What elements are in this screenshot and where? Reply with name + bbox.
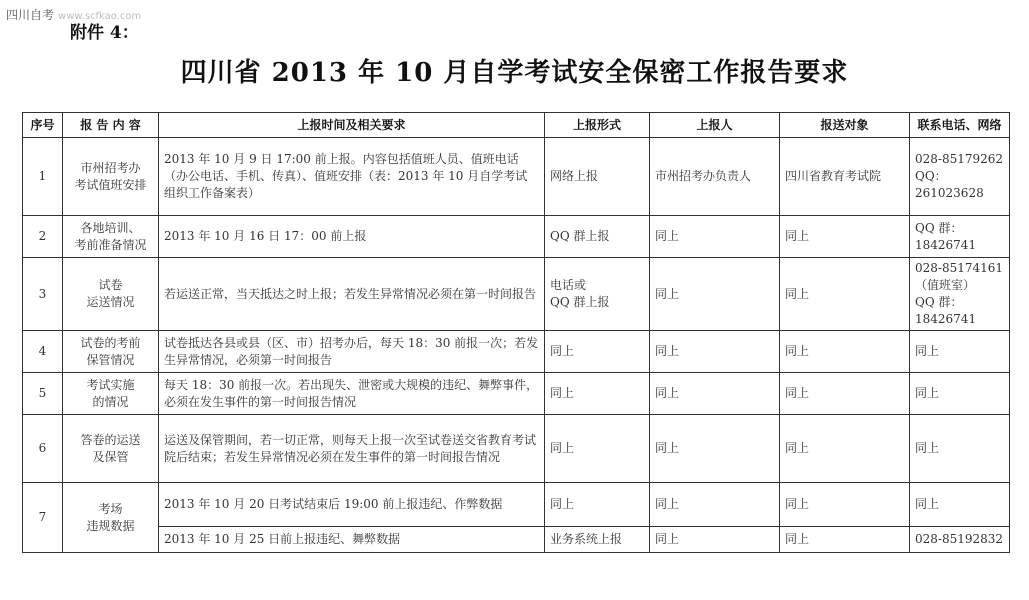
cell-line: 同上	[915, 386, 940, 400]
cell-line: 各地培训、	[80, 220, 141, 235]
cell-line: QQ 群上报	[550, 295, 610, 309]
reporter: 市州招考办负责人	[650, 138, 780, 216]
watermark-url: www.scfkao.com	[58, 11, 142, 22]
cell-line: 电话或	[550, 278, 587, 292]
cell-line: 考前准备情况	[74, 237, 147, 252]
cell-line: 028-85179262	[915, 152, 1004, 166]
contact-info	[910, 138, 1010, 216]
report-table	[22, 112, 1010, 553]
header-cell: 上报时间及相关要求	[159, 113, 545, 138]
reporter: 同上	[650, 216, 780, 258]
header-row	[23, 113, 1010, 138]
contact-info	[910, 258, 1010, 331]
cell-line: 市州招考办	[80, 160, 141, 175]
report-time-requirement: 2013 年 10 月 9 日 17:00 前上报。内容包括值班人员、值班电话（办公电话、手机、传真）、值班安排（表：2013 年 10 月自学考试组织工作备案表）	[159, 138, 545, 216]
cell-line: 的情况	[92, 394, 129, 409]
table-row	[23, 258, 1010, 331]
report-content	[63, 331, 159, 373]
row-number: 6	[23, 415, 63, 483]
report-form	[545, 415, 650, 483]
header-cell: 上报形式	[545, 113, 650, 138]
report-content	[63, 138, 159, 216]
table-row	[23, 483, 1010, 527]
table-row	[23, 331, 1010, 373]
cell-line: 考场	[98, 501, 123, 516]
header-cell: 报送对象	[780, 113, 910, 138]
report-target: 同上	[780, 415, 910, 483]
report-time-requirement: 2013 年 10 月 16 日 17：00 前上报	[159, 216, 545, 258]
report-time-requirement: 若运送正常，当天抵达之时上报；若发生异常情况必须在第一时间报告	[159, 258, 545, 331]
report-form: 同上	[545, 483, 650, 527]
report-content	[63, 415, 159, 483]
report-time-requirement: 运送及保管期间，若一切正常，则每天上报一次至试卷送交省教育考试院后结束；若发生异常情况必须在发生事件的第一时间报告情况	[159, 415, 545, 483]
report-content	[63, 373, 159, 415]
table-row	[23, 138, 1010, 216]
row-number: 7	[23, 483, 63, 553]
cell-line: 同上	[550, 386, 575, 400]
report-time-requirement: 每天 18：30 前报一次。若出现失、泄密或大规模的违纪、舞弊事件，必须在发生事件的第一时间报告情况	[159, 373, 545, 415]
cell-line: 考试实施	[86, 377, 135, 392]
contact-info: 同上	[910, 483, 1010, 527]
page-title: 四川省 2013 年 10 月自学考试安全保密工作报告要求	[180, 58, 849, 88]
header-cell: 序号	[23, 113, 63, 138]
reporter: 同上	[650, 483, 780, 527]
cell-line: 网络上报	[550, 169, 599, 183]
reporter: 同上	[650, 331, 780, 373]
contact-info	[910, 216, 1010, 258]
report-content	[63, 216, 159, 258]
report-form	[545, 258, 650, 331]
reporter: 同上	[650, 415, 780, 483]
cell-line: 答卷的运送	[80, 432, 141, 447]
report-target: 同上	[780, 373, 910, 415]
cell-line: 试卷的考前	[80, 335, 141, 350]
report-time-requirement: 2013 年 10 月 25 日前上报违纪、舞弊数据	[159, 527, 545, 553]
report-time-requirement: 2013 年 10 月 20 日考试结束后 19:00 前上报违纪、作弊数据	[159, 483, 545, 527]
contact-info	[910, 373, 1010, 415]
report-target: 四川省教育考试院	[780, 138, 910, 216]
reporter: 同上	[650, 258, 780, 331]
table-row	[23, 216, 1010, 258]
cell-line: （值班室）	[915, 278, 976, 292]
cell-line: 同上	[915, 344, 940, 358]
cell-line: QQ 群上报	[550, 229, 610, 243]
contact-info	[910, 415, 1010, 483]
cell-line: QQ 群：18426741	[915, 220, 977, 252]
row-number: 5	[23, 373, 63, 415]
cell-line: 同上	[550, 344, 575, 358]
report-target: 同上	[780, 258, 910, 331]
header-cell: 报 告 内 容	[63, 113, 159, 138]
report-form	[545, 331, 650, 373]
cell-line: QQ：261023628	[915, 169, 984, 200]
report-form	[545, 216, 650, 258]
row-number: 4	[23, 331, 63, 373]
table-row	[23, 527, 1010, 553]
contact-info: 028-85192832	[910, 527, 1010, 553]
contact-info	[910, 331, 1010, 373]
report-form	[545, 138, 650, 216]
cell-line: QQ 群：18426741	[915, 295, 977, 326]
report-content	[63, 483, 159, 553]
header-cell: 联系电话、网络	[910, 113, 1010, 138]
cell-line: 保管情况	[86, 352, 135, 367]
header-cell: 上报人	[650, 113, 780, 138]
cell-line: 及保管	[92, 449, 129, 464]
cell-line: 同上	[915, 441, 940, 455]
report-target: 同上	[780, 483, 910, 527]
reporter: 同上	[650, 527, 780, 553]
row-number: 1	[23, 138, 63, 216]
report-target: 同上	[780, 527, 910, 553]
report-target: 同上	[780, 331, 910, 373]
row-number: 2	[23, 216, 63, 258]
cell-line: 违规数据	[86, 518, 135, 533]
report-time-requirement: 试卷抵达各县或县（区、市）招考办后，每天 18：30 前报一次；若发生异常情况，必须第一时间报告	[159, 331, 545, 373]
watermark-site: 四川自考	[6, 8, 55, 22]
report-form	[545, 373, 650, 415]
cell-line: 同上	[550, 441, 575, 455]
cell-line: 028-85174161	[915, 261, 1004, 275]
table-row	[23, 415, 1010, 483]
row-number: 3	[23, 258, 63, 331]
cell-line: 考试值班安排	[74, 177, 147, 192]
attachment-label: 附件 4：	[70, 23, 139, 43]
cell-line: 试卷	[98, 278, 123, 292]
reporter: 同上	[650, 373, 780, 415]
cell-line: 运送情况	[86, 295, 135, 309]
report-target: 同上	[780, 216, 910, 258]
report-content	[63, 258, 159, 331]
report-form: 业务系统上报	[545, 527, 650, 553]
table-row	[23, 373, 1010, 415]
table-body	[23, 138, 1010, 553]
